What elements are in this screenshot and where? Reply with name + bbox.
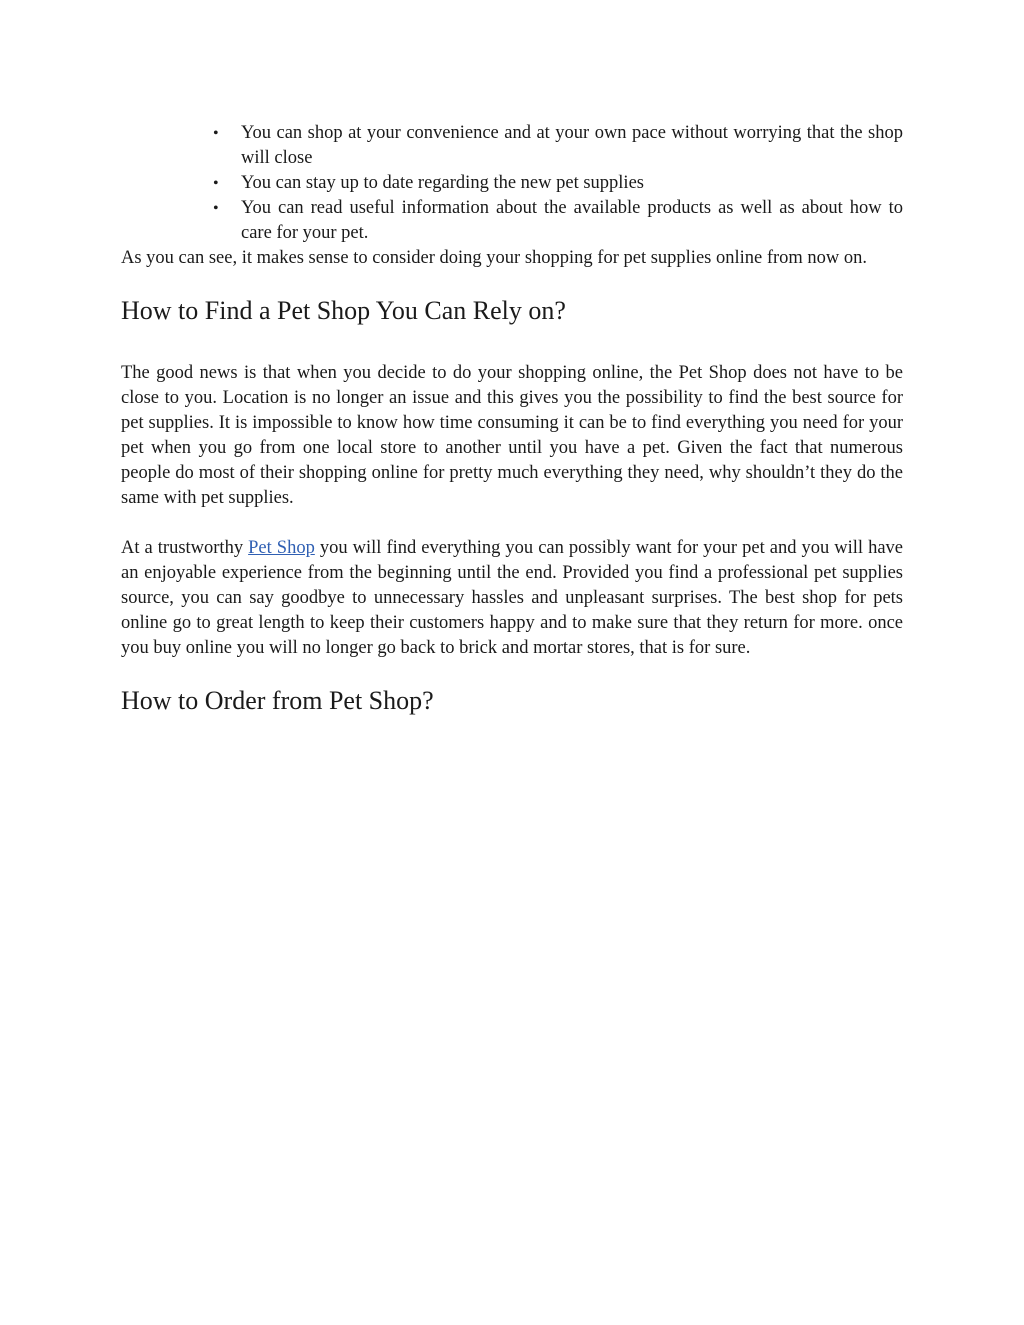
list-item-text: You can stay up to date regarding the new pet supplies [241, 173, 644, 193]
paragraph-text: you will find everything you can possibly want for your pet and you will have an enjoyable experience from the beginning until the end. Provided you find a professional pet supplies source, you can say goodbye to unnecessary hassles and unpleasant surprises. The best shop for pets online go to great length to keep their customers happy and to make sure that they return for more. once you buy online you will no longer go back to brick and mortar stores, that is for sure. [121, 538, 903, 658]
document-page [121, 121, 903, 717]
section-heading-find-shop: How to Find a Pet Shop You Can Rely on? [121, 296, 566, 325]
intro-conclusion: As you can see, it makes sense to consider doing your shopping for pet supplies online from now on. [121, 248, 868, 268]
body-paragraph [121, 536, 903, 661]
list-item [121, 171, 903, 196]
bullet-icon: • [213, 125, 219, 142]
body-paragraph: The good news is that when you decide to do your shopping online, the Pet Shop does not have to be close to you. Location is no longer an issue and this gives you the possibility to find the best source for pet supplies. It is impossible to know how time consuming it can be to find everything you need for your pet when you go from one local store to another until you have a pet. Given the fact that numerous people do most of their shopping online for pretty much everything they need, why shouldn’t they do the same with pet supplies. [121, 363, 903, 508]
paragraph-text: At a trustworthy [121, 538, 249, 558]
list-item-text: You can shop at your convenience and at your own pace without worrying that the shop will close [241, 123, 903, 168]
list-item-text: You can read useful information about the available products as well as about how to care for your pet. [241, 198, 903, 243]
bullet-icon: • [213, 200, 219, 217]
list-item [121, 196, 903, 246]
bullet-icon: • [213, 175, 219, 192]
pet-shop-link[interactable]: Pet Shop [248, 538, 315, 558]
list-item [121, 121, 903, 171]
benefits-list [121, 121, 903, 246]
section-heading-order: How to Order from Pet Shop? [121, 686, 434, 715]
